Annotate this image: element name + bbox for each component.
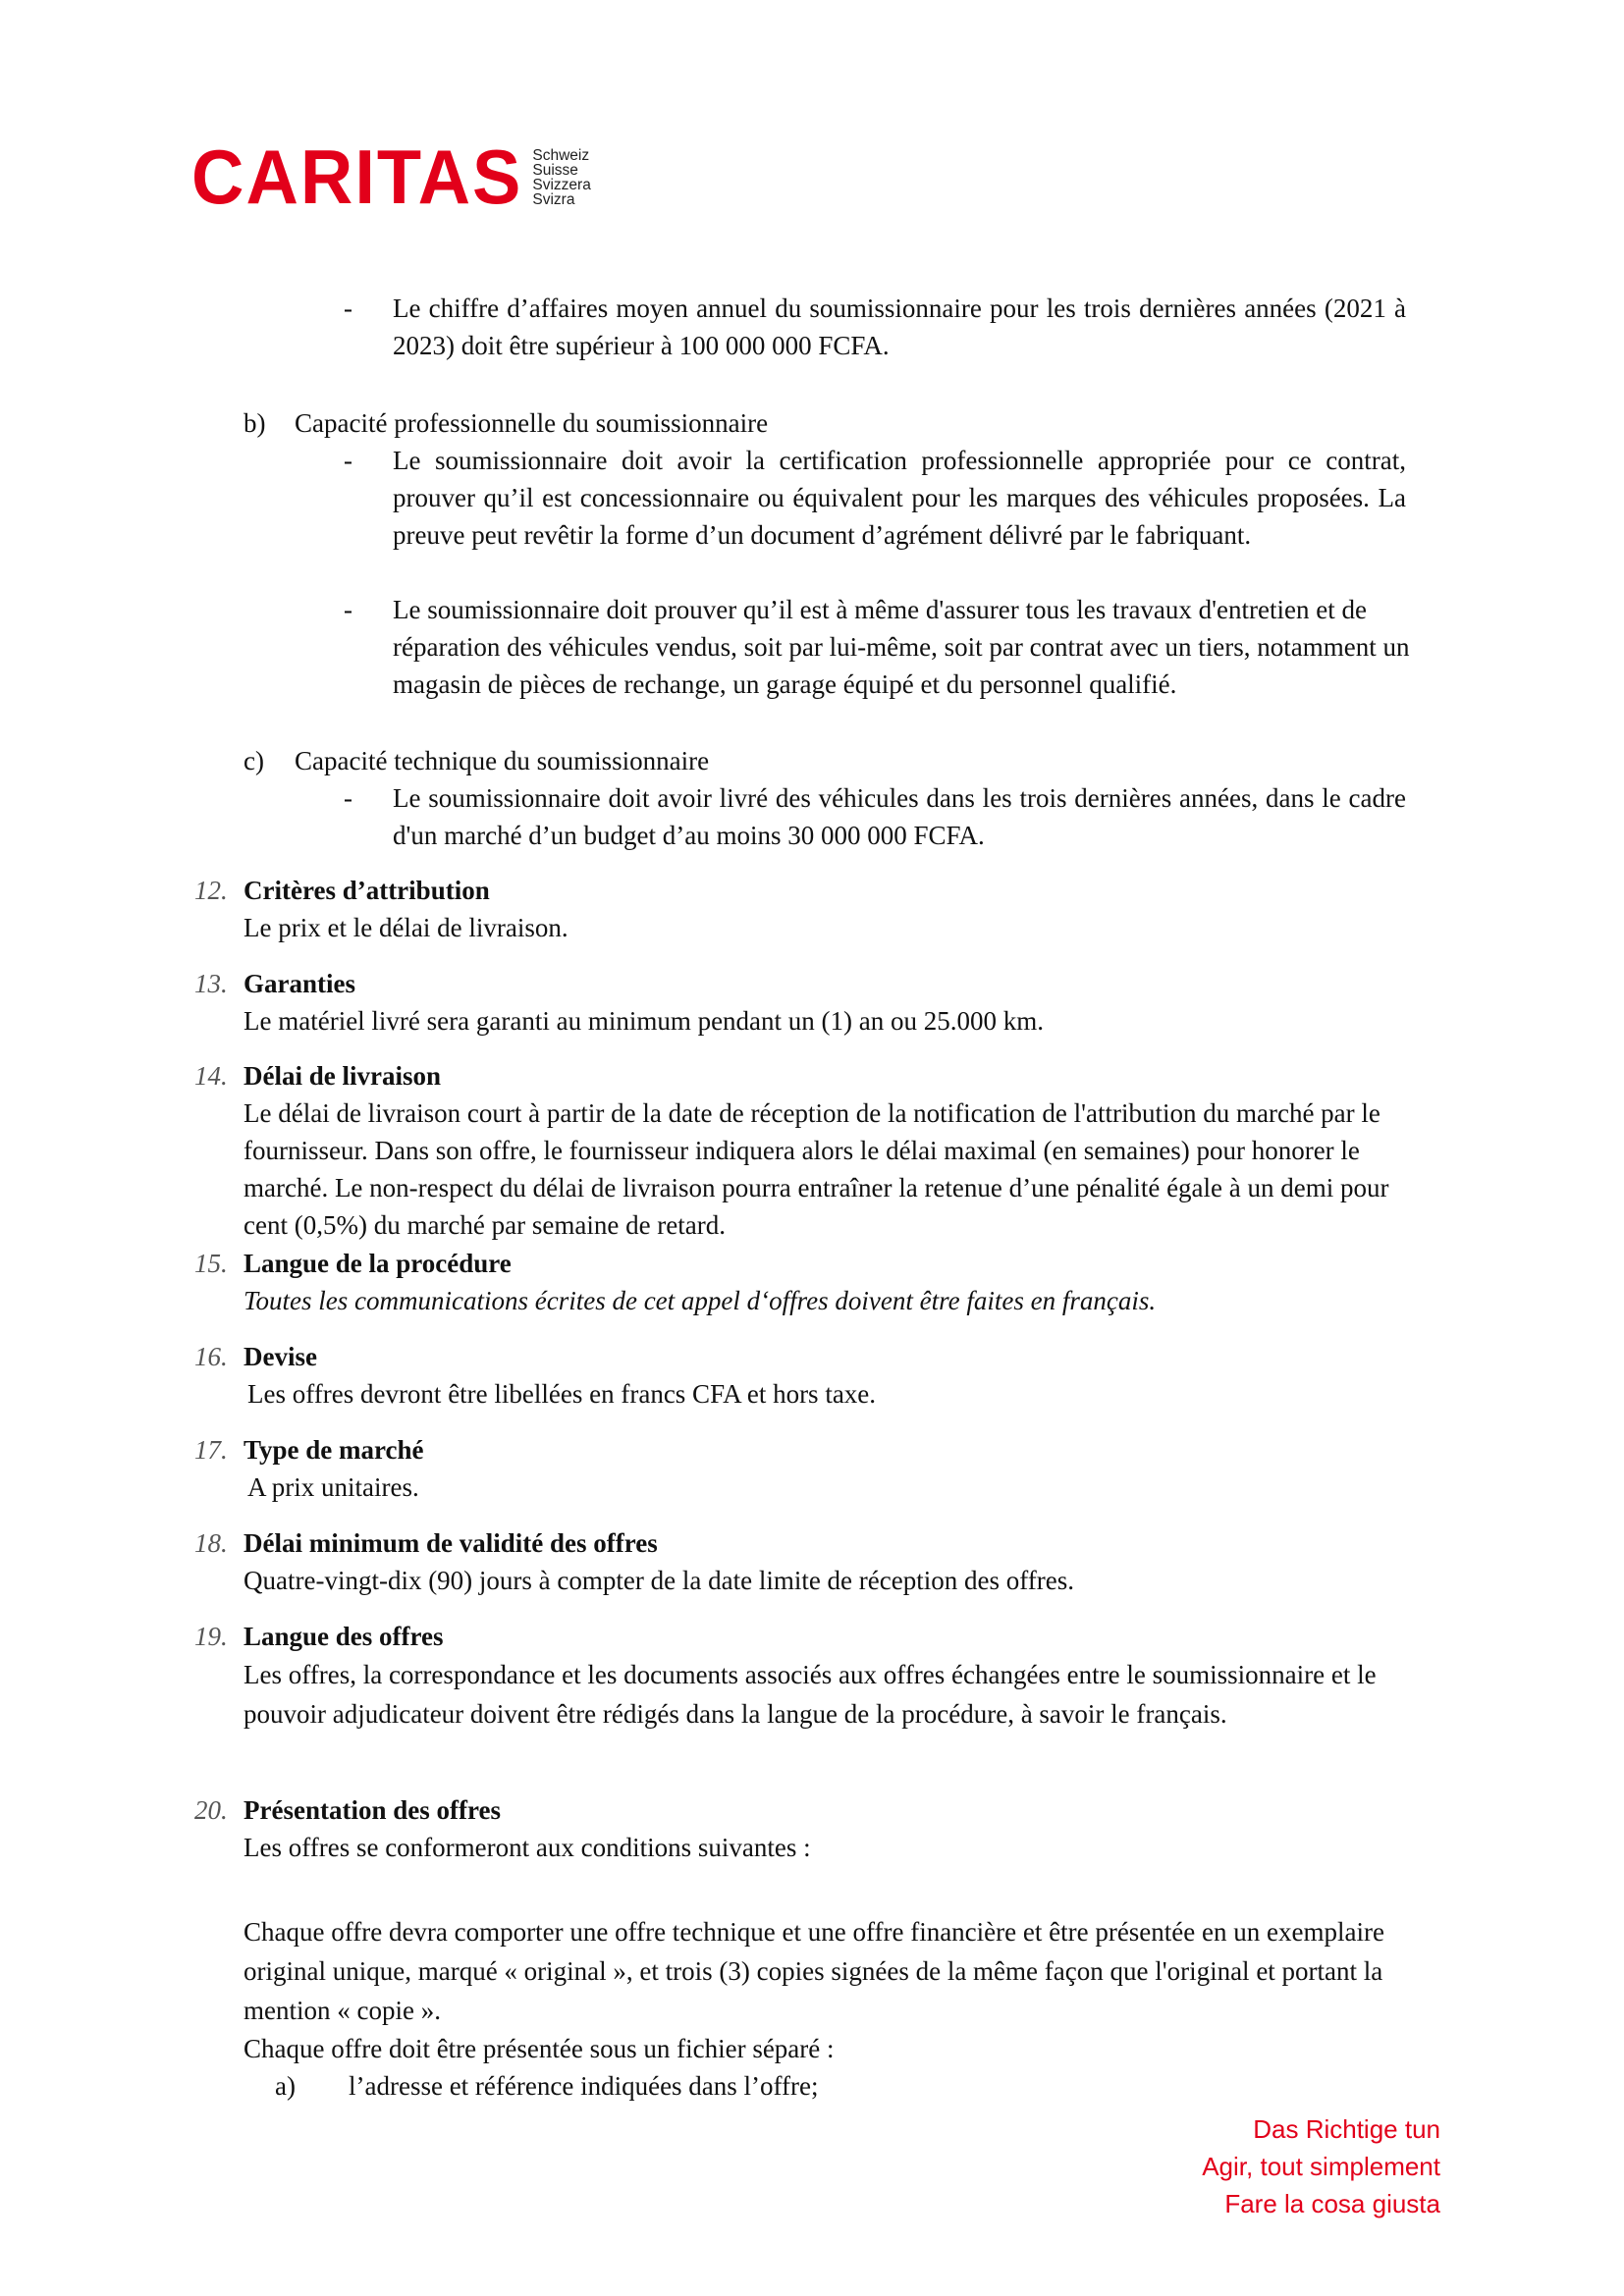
section-body: Toutes les communications écrites de cet appel d‘offres doivent être faites en français. bbox=[244, 1286, 1157, 1315]
section-title: Délai minimum de validité des offres bbox=[244, 1528, 658, 1558]
section-title: Garanties bbox=[244, 969, 355, 998]
logo-language: Svizzera bbox=[532, 177, 591, 193]
section-number: 13. bbox=[194, 969, 228, 998]
financial-bullet: Le chiffre d’affaires moyen annuel du soumissionnaire pour les trois dernières années (2021 à 2023) doit être supérieur à 100 000 000 FCFA. bbox=[393, 294, 1406, 360]
technical-bullet: Le soumissionnaire doit avoir livré des véhicules dans les trois dernières années, dans le cadre d'un marché d’un budget d’au moins 30 000 000 FCFA. bbox=[393, 783, 1406, 850]
section-body: Les offres devront être libellées en francs CFA et hors taxe. bbox=[247, 1379, 877, 1409]
section-title: Devise bbox=[244, 1342, 317, 1371]
footer-slogans bbox=[1202, 2110, 1440, 2222]
section-body: Le prix et le délai de livraison. bbox=[244, 913, 568, 942]
list-marker-a: a) bbox=[275, 2071, 296, 2101]
section-number: 15. bbox=[194, 1249, 228, 1278]
section-body: Le délai de livraison court à partir de la date de réception de la notification de l'attribution du marché par le fournisseur. Dans son offre, le fournisseur indiquera alors le délai maximal (en semaines) pour honorer le marché. Le non-respect du délai de livraison pourra entraîner la retenue d’une pénalité égale à un demi pour cent (0,5%) du marché par semaine de retard. bbox=[244, 1098, 1389, 1240]
section-body: Quatre-vingt-dix (90) jours à compter de la date limite de réception des offres. bbox=[244, 1566, 1074, 1595]
section-title: Délai de livraison bbox=[244, 1061, 441, 1091]
section-body: Le matériel livré sera garanti au minimum pendant un (1) an ou 25.000 km. bbox=[244, 1006, 1045, 1036]
section-body: Les offres se conformeront aux conditions suivantes : bbox=[244, 1833, 811, 1862]
logo-language: Suisse bbox=[532, 162, 578, 179]
section-title: Langue de la procédure bbox=[244, 1249, 512, 1278]
section-number: 18. bbox=[194, 1528, 228, 1558]
logo-language: Schweiz bbox=[532, 147, 590, 164]
list-marker-c: c) bbox=[244, 746, 264, 775]
bullet-dash: - bbox=[344, 294, 352, 323]
section-title: Langue des offres bbox=[244, 1622, 444, 1651]
section-number: 12. bbox=[194, 876, 228, 905]
footer-slogan-fr: Agir, tout simplement bbox=[1202, 2152, 1440, 2181]
section-number: 19. bbox=[194, 1622, 228, 1651]
professional-title: Capacité professionnelle du soumissionnaire bbox=[295, 408, 769, 438]
presentation-paragraph-1: Chaque offre devra comporter une offre technique et une offre financière et être présentée en un exemplaire original unique, marqué « original », et trois (3) copies signées de la même façon que l'original et portant la mention « copie ». bbox=[244, 1917, 1384, 2025]
footer-slogan-it: Fare la cosa giusta bbox=[1224, 2189, 1440, 2218]
logo-languages bbox=[532, 148, 590, 207]
presentation-paragraph-2: Chaque offre doit être présentée sous un fichier séparé : bbox=[244, 2034, 835, 2063]
section-number: 16. bbox=[194, 1342, 228, 1371]
professional-bullet-1: Le soumissionnaire doit avoir la certification professionnelle appropriée pour ce contrat, prouver qu’il est concessionnaire ou équivalent pour les marques des véhicules proposées. La preuve peut revêtir la forme d’un document d’agrément délivré par le fabriquant. bbox=[393, 446, 1406, 550]
section-title: Type de marché bbox=[244, 1435, 424, 1465]
section-number: 17. bbox=[194, 1435, 228, 1465]
bullet-dash: - bbox=[344, 783, 352, 813]
list-marker-b: b) bbox=[244, 408, 266, 438]
presentation-item: l’adresse et référence indiquées dans l’offre; bbox=[349, 2071, 819, 2101]
caritas-logo bbox=[191, 133, 591, 221]
logo-wordmark: CARITAS bbox=[191, 133, 523, 221]
section-title: Présentation des offres bbox=[244, 1795, 501, 1825]
logo-language: Svizra bbox=[532, 191, 575, 208]
bullet-dash: - bbox=[344, 446, 352, 475]
professional-bullet-2: Le soumissionnaire doit prouver qu’il est à même d'assurer tous les travaux d'entretien et de réparation des véhicules vendus, soit par lui-même, soit par contrat avec un tiers, notamment un magasin de pièces de rechange, un garage équipé et du personnel qualifié. bbox=[393, 595, 1410, 699]
footer-slogan-de: Das Richtige tun bbox=[1253, 2114, 1440, 2144]
section-body: A prix unitaires. bbox=[247, 1472, 419, 1502]
section-title: Critères d’attribution bbox=[244, 876, 490, 905]
section-number: 14. bbox=[194, 1061, 228, 1091]
technical-title: Capacité technique du soumissionnaire bbox=[295, 746, 710, 775]
section-number: 20. bbox=[194, 1795, 228, 1825]
section-body: Les offres, la correspondance et les documents associés aux offres échangées entre le soumissionnaire et le pouvoir adjudicateur doivent être rédigés dans la langue de la procédure, à savoir le français. bbox=[244, 1660, 1377, 1729]
bullet-dash: - bbox=[344, 595, 352, 624]
